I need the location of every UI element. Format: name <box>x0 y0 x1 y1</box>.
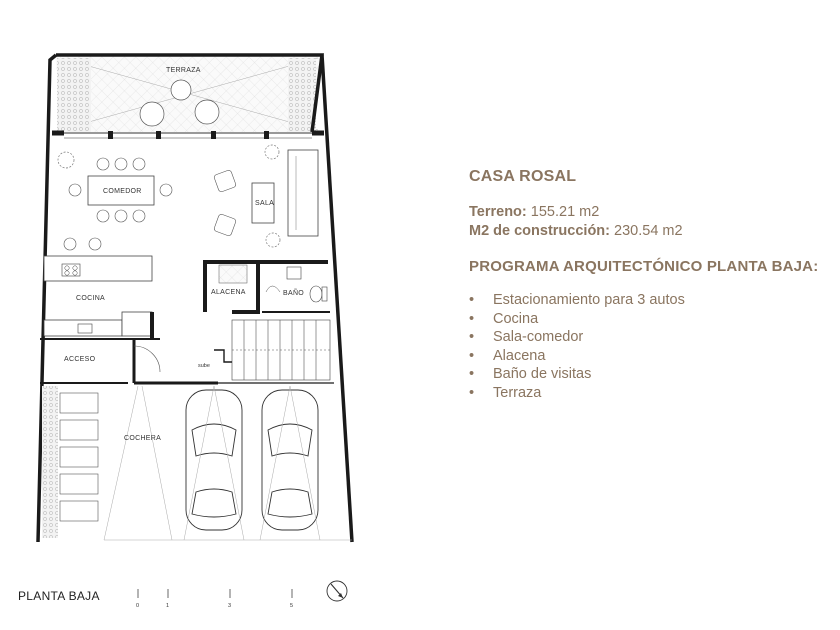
room-label-comedor: COMEDOR <box>103 188 142 195</box>
cooktop <box>62 264 80 276</box>
terreno-value: 155.21 m2 <box>530 204 600 220</box>
dining-chair <box>115 158 127 170</box>
terreno-row <box>469 204 829 220</box>
program-list <box>469 291 829 403</box>
room-label-sala: SALA <box>255 200 275 207</box>
door-swing <box>134 346 160 372</box>
dining-chair <box>97 210 109 222</box>
dining-area <box>58 152 172 250</box>
construccion-value: 230.54 m2 <box>614 223 683 239</box>
construccion-row <box>469 223 829 239</box>
terrace-planter-left <box>57 58 91 132</box>
program-item: • Sala-comedor <box>469 328 829 347</box>
program-item: • Cocina <box>469 310 829 329</box>
kitchen-area <box>40 256 160 339</box>
north-arrow-icon <box>327 581 347 601</box>
bar-stool <box>64 238 76 250</box>
plant-icon <box>266 233 280 247</box>
terreno-label: Terreno: <box>469 204 527 220</box>
scale-label: 3 <box>228 603 232 609</box>
armchair <box>213 169 236 192</box>
sofa <box>288 150 318 236</box>
terrace-table <box>171 80 191 100</box>
window-wall <box>64 131 312 139</box>
dining-chair <box>69 184 81 196</box>
room-label-cochera: COCHERA <box>124 435 162 442</box>
entrance-area <box>40 340 334 383</box>
project-title: CASA ROSAL <box>469 168 577 185</box>
plant-icon <box>265 145 279 159</box>
dining-chair <box>160 184 172 196</box>
car-icon <box>262 390 318 530</box>
scale-label: 0 <box>136 603 140 609</box>
toilet <box>310 286 322 302</box>
armchair <box>213 213 236 236</box>
living-area <box>213 145 318 247</box>
stair-label-sube: sube <box>198 363 210 369</box>
kitchen-island <box>44 256 152 281</box>
room-label-alacena: ALACENA <box>211 289 246 296</box>
refrigerator <box>122 312 152 336</box>
parking-stalls <box>60 393 98 521</box>
program-title: PROGRAMA ARQUITECTÓNICO PLANTA BAJA: <box>469 258 819 275</box>
terrace-chair <box>195 100 219 124</box>
project-info-panel <box>469 168 829 403</box>
bar-stool <box>89 238 101 250</box>
car-icon <box>186 390 242 530</box>
scale-bar <box>138 589 292 598</box>
scale-label: 1 <box>166 603 170 609</box>
program-item: • Estacionamiento para 3 autos <box>469 291 829 310</box>
terrace-chair <box>140 102 164 126</box>
kitchen-sink <box>78 324 92 333</box>
construccion-label: M2 de construcción: <box>469 223 610 239</box>
terrace-area <box>55 55 322 132</box>
program-item: • Terraza <box>469 384 829 403</box>
dining-chair <box>97 158 109 170</box>
room-label-bano: BAÑO <box>283 290 305 297</box>
garage-area <box>42 386 352 540</box>
program-item: • Baño de visitas <box>469 365 829 384</box>
program-item: • Alacena <box>469 347 829 366</box>
bathroom-sink <box>287 267 301 279</box>
plant-icon <box>58 152 74 168</box>
room-label-acceso: ACCESO <box>64 356 96 363</box>
staircase <box>214 320 330 380</box>
room-label-terraza: TERRAZA <box>166 67 201 74</box>
plan-title: PLANTA BAJA <box>18 589 100 603</box>
dining-chair <box>133 210 145 222</box>
dining-chair <box>115 210 127 222</box>
pantry-area <box>205 262 258 312</box>
dining-chair <box>133 158 145 170</box>
room-label-cocina: COCINA <box>76 295 106 302</box>
garage-planter <box>42 386 58 538</box>
scale-label: 5 <box>290 603 294 609</box>
bathroom-area <box>258 262 330 312</box>
